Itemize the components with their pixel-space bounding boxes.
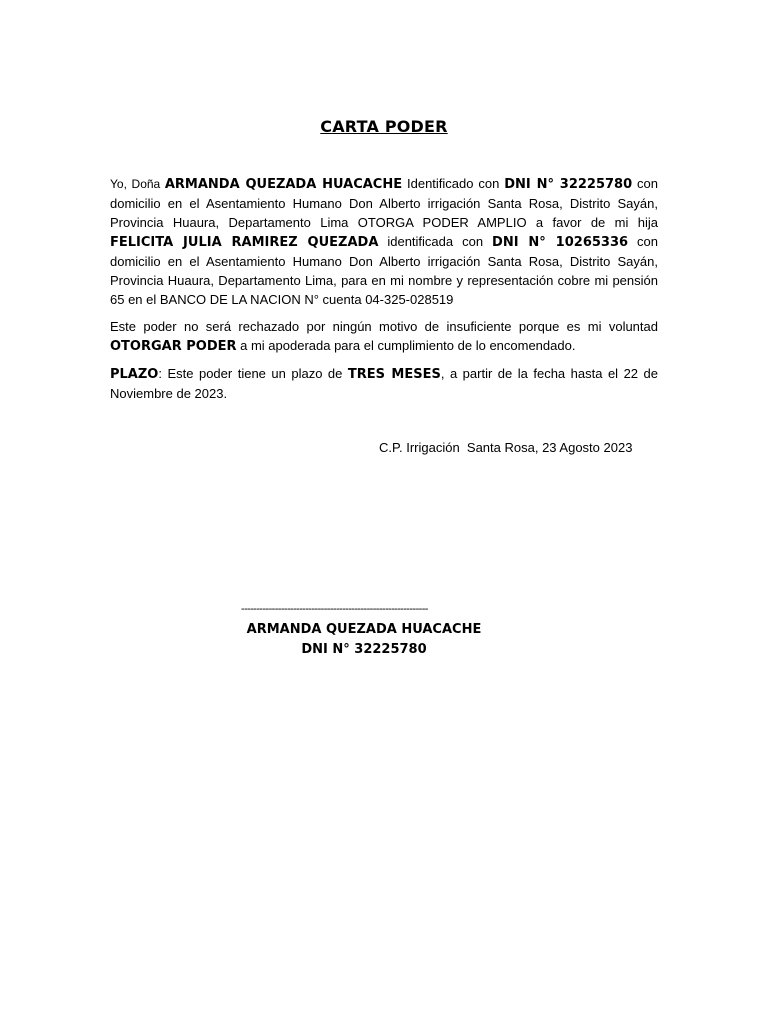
paragraph-text: , a partir de la fecha hasta el 22 de Noviembre de 2023. — [110, 366, 658, 401]
term-label: PLAZO — [110, 367, 159, 382]
grantee-dni: DNI N° 10265336 — [492, 235, 629, 250]
bold-phrase: OTORGAR PODER — [110, 339, 237, 354]
term-duration: TRES MESES — [347, 367, 441, 382]
paragraph-text: con domicilio en el Asentamiento Humano Don Alberto irrigación Santa Rosa, Distrito Sayán, Provincia Huaura, Departamento Lima OTORGA PODER AMPLIO a favor de mi hija — [110, 176, 658, 230]
paragraph-validity — [110, 317, 658, 356]
paragraph-text: identificada con — [378, 234, 493, 249]
paragraph-text: : Este poder tiene un plazo de — [158, 366, 348, 381]
document-title: CARTA PODER — [320, 117, 448, 136]
paragraph-text: a mi apoderada para el cumplimiento de lo encomendado. — [236, 338, 576, 353]
place-and-date: C.P. Irrigación Santa Rosa, 23 Agosto 2023 — [379, 440, 633, 455]
signature-line: ------------------------------------------------------------- — [241, 603, 428, 615]
paragraph-term — [110, 364, 658, 403]
grantor-name: ARMANDA QUEZADA HUACACHE — [164, 177, 403, 192]
paragraph-text: con domicilio en el Asentamiento Humano Don Alberto irrigación Santa Rosa, Distrito Sayán, Provincia Huaura, Departamento Lima, para en mi nombre y representación cobre mi pensión 65 en el BANCO DE LA NACION N° cuenta 04-325-028519 — [110, 234, 658, 307]
grantee-name: FELICITA JULIA RAMIREZ QUEZADA — [110, 235, 379, 250]
paragraph-text: Yo, Doña — [110, 177, 165, 191]
signatory-name: ARMANDA QUEZADA HUACACHE — [246, 622, 482, 637]
paragraph-text: Este poder no será rechazado por ningún motivo de insuficiente porque es mi voluntad — [110, 319, 658, 334]
paragraph-text: Identificado con — [402, 176, 505, 191]
paragraph-grant — [110, 174, 658, 309]
signatory-dni: DNI N° 32225780 — [301, 642, 427, 657]
grantor-dni: DNI N° 32225780 — [504, 177, 633, 192]
